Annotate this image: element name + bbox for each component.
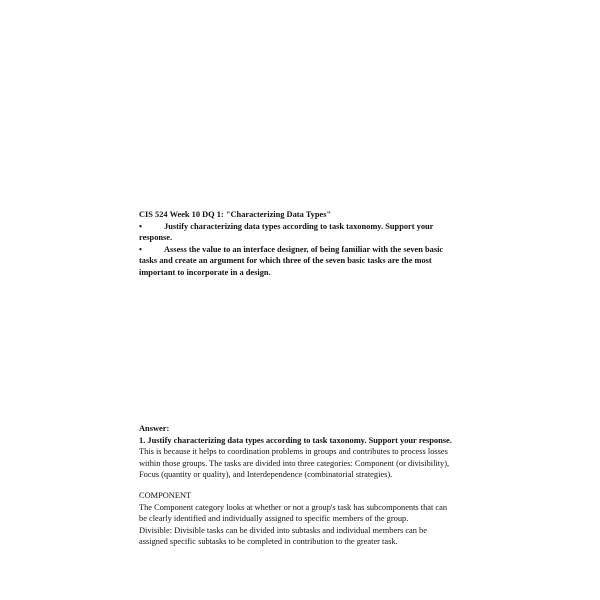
question-2-continuation: important to incorporate in a design. (139, 267, 271, 277)
answer-paragraph-line: within those groups. The tasks are divided into three categories: Component (or divisibility), (139, 458, 450, 468)
component-line: be clearly identified and individually assigned to specific members of the group. (139, 514, 409, 524)
component-line: assigned specific subtasks to be completed in contribution to the greater task. (139, 537, 398, 547)
component-section (139, 490, 469, 548)
document-title: CIS 524 Week 10 DQ 1: "Characterizing Data Types" (139, 210, 332, 219)
answer-label: Answer: (139, 424, 170, 433)
answer-paragraph-line: Focus (quantity or quality), and Interdependence (combinatorial strategies). (139, 470, 393, 480)
question-1: • Justify characterizing data types according to task taxonomy. Support your (139, 221, 434, 231)
component-heading: COMPONENT (139, 491, 192, 500)
question-block (139, 209, 469, 279)
answer-heading: 1. Justify characterizing data types according to task taxonomy. Support your response. (139, 435, 452, 445)
bullet-icon: • (139, 244, 142, 254)
component-line: Divisible: Divisible tasks can be divided into subtasks and individual members can be (139, 525, 427, 535)
answer-block (139, 423, 469, 481)
question-2-continuation: tasks and create an argument for which three of the seven basic tasks are the most (139, 256, 432, 266)
answer-paragraph-line: This is because it helps to coordination problems in groups and contributes to process losses (139, 447, 448, 457)
question-1-continuation: response. (139, 233, 173, 243)
bullet-icon: • (139, 221, 142, 231)
component-line: The Component category looks at whether or not a group's task has subcomponents that can (139, 502, 448, 512)
question-2: • Assess the value to an interface designer, of being familiar with the seven basic (139, 244, 444, 254)
